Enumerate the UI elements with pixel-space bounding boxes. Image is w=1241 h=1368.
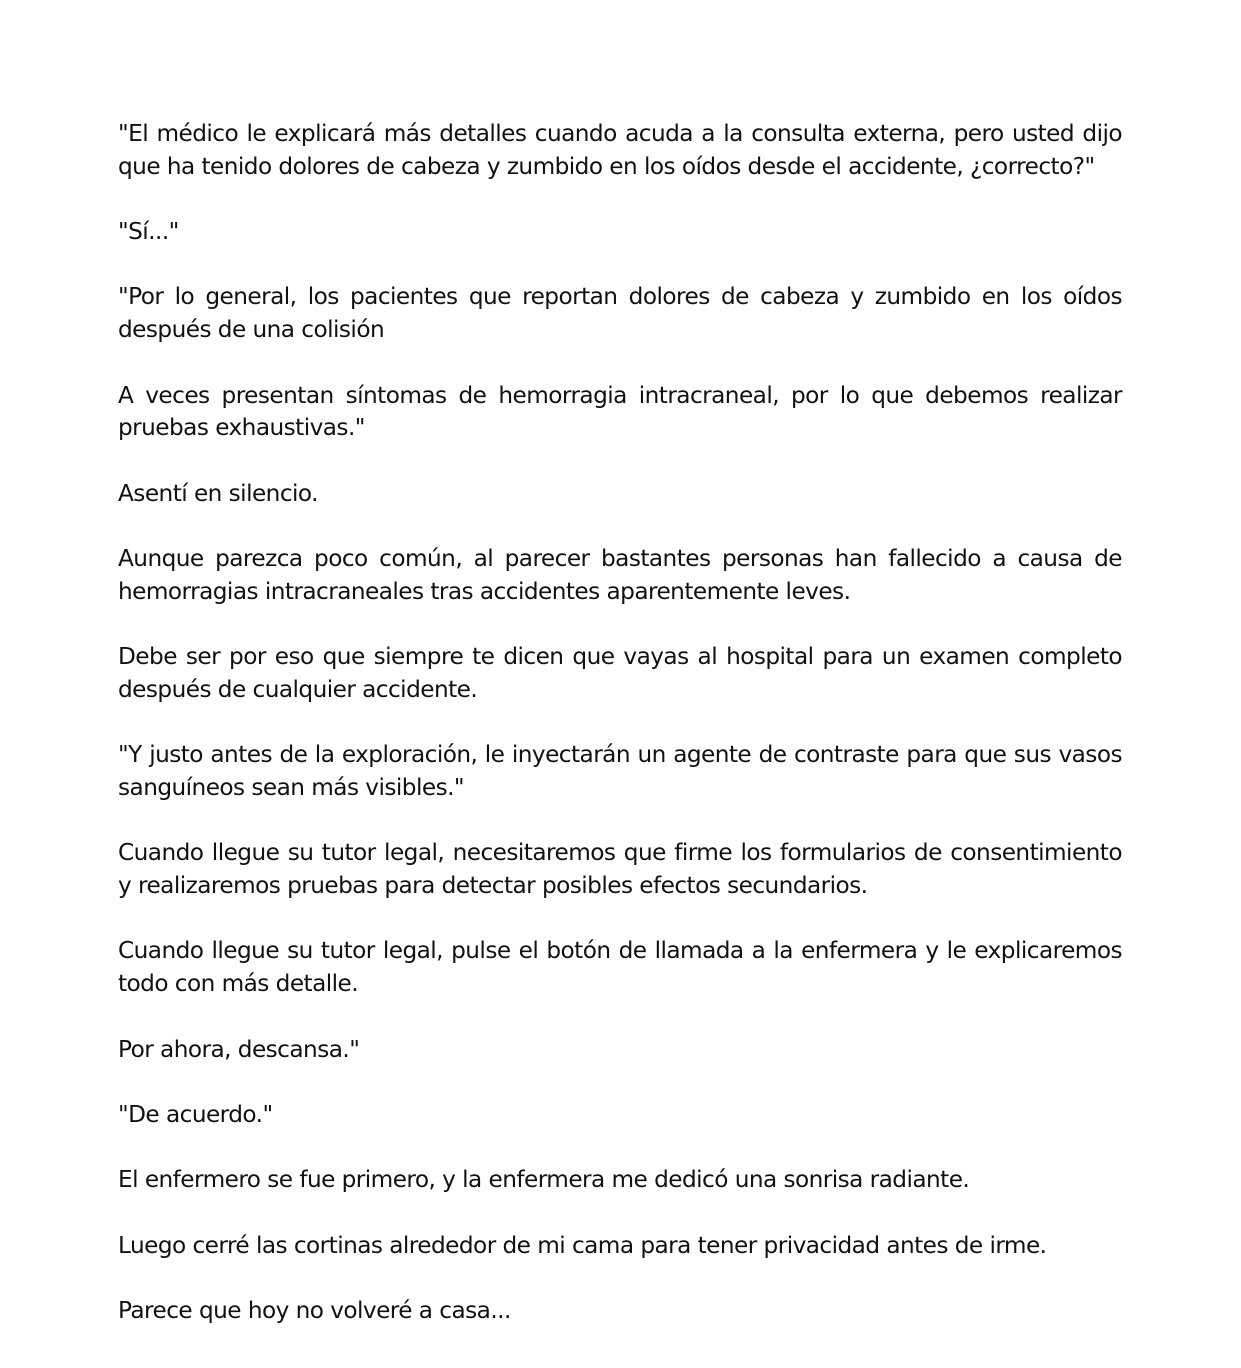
paragraph: Asentí en silencio. (118, 479, 318, 507)
paragraph: Cuando llegue su tutor legal, necesitaremos que firme los formularios de consentimiento y realizaremos pruebas para detectar posibles efectos secundarios. (118, 839, 1122, 900)
paragraph: "Y justo antes de la exploración, le inyectarán un agente de contraste para que sus vasos sanguíneos sean más visibles." (118, 741, 1122, 801)
paragraph: Debe ser por eso que siempre te dicen que vayas al hospital para un examen completo después de cualquier accidente. (118, 643, 1122, 703)
paragraph: Luego cerré las cortinas alrededor de mi cama para tener privacidad antes de irme. (118, 1231, 1047, 1259)
paragraph: Parece que hoy no volveré a casa... (118, 1297, 511, 1325)
paragraph: Aunque parezca poco común, al parecer bastantes personas han fallecido a causa de hemorragias intracraneales tras accidentes aparentemente leves. (118, 545, 1122, 605)
paragraph: "El médico le explicará más detalles cuando acuda a la consulta externa, pero usted dijo que ha tenido dolores de cabeza y zumbido en los oídos desde el accidente, ¿correcto?" (118, 120, 1122, 180)
paragraph: "Sí..." (118, 218, 179, 246)
paragraph: "Por lo general, los pacientes que reportan dolores de cabeza y zumbido en los oídos después de una colisión (118, 283, 1122, 344)
paragraph: A veces presentan síntomas de hemorragia intracraneal, por lo que debemos realizar pruebas exhaustivas." (118, 381, 1122, 442)
paragraph: Por ahora, descansa." (118, 1035, 360, 1063)
document-page (118, 118, 1122, 1328)
paragraph: "De acuerdo." (118, 1100, 273, 1128)
paragraph: El enfermero se fue primero, y la enfermera me dedicó una sonrisa radiante. (118, 1166, 970, 1194)
paragraph: Cuando llegue su tutor legal, pulse el botón de llamada a la enfermera y le explicaremos todo con más detalle. (118, 937, 1122, 998)
